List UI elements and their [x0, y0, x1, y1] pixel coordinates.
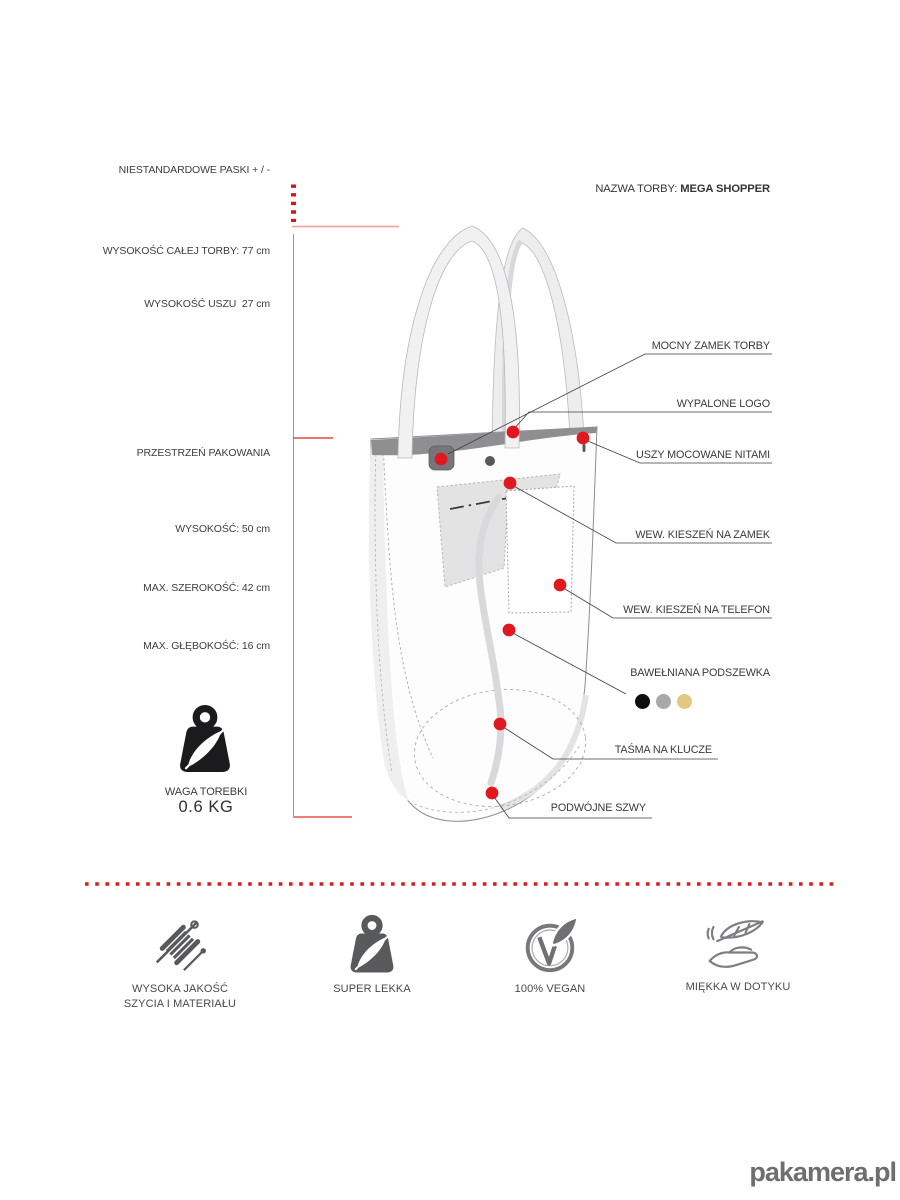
pakamera-logo: pakamera.pl	[749, 1157, 896, 1187]
lining-color-swatches	[635, 694, 692, 709]
straps-note: NIESTANDARDOWE PASKI + / -	[118, 164, 270, 176]
dot-zip-pocket	[504, 477, 517, 490]
title-name: MEGA SHOPPER	[680, 182, 770, 195]
handles-height-label: WYSOKOŚĆ USZU 27 cm	[144, 297, 270, 310]
page-title	[470, 163, 770, 216]
packing-max-depth: MAX. GŁĘBOKOŚĆ: 16 cm	[143, 640, 270, 652]
dot-logo	[507, 426, 520, 439]
feature-light-label: SUPER LEKKA	[333, 983, 411, 995]
dot-double-seams	[486, 787, 499, 800]
packing-specs	[40, 481, 270, 696]
lining-swatch-black	[635, 694, 650, 709]
callout-lining: BAWEŁNIANA PODSZEWKA	[630, 667, 770, 679]
dot-key-strap	[494, 718, 507, 731]
packing-title: PRZESTRZEŃ PAKOWANIA	[136, 447, 270, 459]
feature-soft-label: MIĘKKA W DOTYKU	[685, 981, 791, 993]
dot-lining	[503, 624, 516, 637]
callout-double-seams: PODWÓJNE SZWY	[550, 802, 646, 814]
callout-phone-pocket: WEW. KIESZEŃ NA TELEFON	[623, 604, 770, 616]
packing-height: WYSOKOŚĆ: 50 cm	[175, 523, 270, 535]
callout-logo: WYPALONE LOGO	[676, 398, 770, 410]
packing-max-width: MAX. SZEROKOŚĆ: 42 cm	[143, 581, 270, 594]
total-height-label: WYSOKOŚĆ CAŁEJ TORBY: 77 cm	[102, 245, 270, 257]
dot-phone-pocket	[554, 579, 567, 592]
burned-logo-mark	[485, 456, 495, 466]
callout-zipper: MOCNY ZAMEK TORBY	[651, 340, 770, 352]
dimension-lines	[40, 208, 270, 348]
needle-thread-icon	[149, 914, 211, 976]
dot-zipper	[435, 453, 448, 466]
feature-quality-label: WYSOKA JAKOŚĆ SZYCIA I MATERIAŁU	[123, 983, 237, 1010]
lining-swatch-beige	[677, 694, 692, 709]
phone-pocket	[506, 486, 574, 613]
title-prefix: NAZWA TORBY:	[595, 182, 681, 195]
weight-label: WAGA TOREBKI	[164, 786, 248, 798]
weight-value: 0.6 KG	[178, 798, 234, 816]
bag-weight-icon	[172, 703, 238, 777]
callout-rivets: USZY MOCOWANE NITAMI	[636, 449, 770, 461]
feature-quality	[70, 914, 290, 1012]
bag-illustration	[369, 226, 597, 821]
feature-vegan-label: 100% VEGAN	[514, 983, 586, 995]
weight-feather-icon	[343, 914, 401, 976]
callout-zip-pocket: WEW. KIESZEŃ NA ZAMEK	[635, 529, 770, 541]
lining-swatch-gray	[656, 694, 671, 709]
vegan-icon	[519, 914, 581, 976]
callout-key-strap: TAŚMA NA KLUCZE	[614, 744, 712, 756]
leader-logo	[513, 412, 772, 430]
soft-touch-icon	[704, 914, 772, 974]
dot-rivets	[577, 432, 590, 445]
feature-soft	[628, 914, 848, 995]
feature-vegan	[440, 914, 660, 997]
